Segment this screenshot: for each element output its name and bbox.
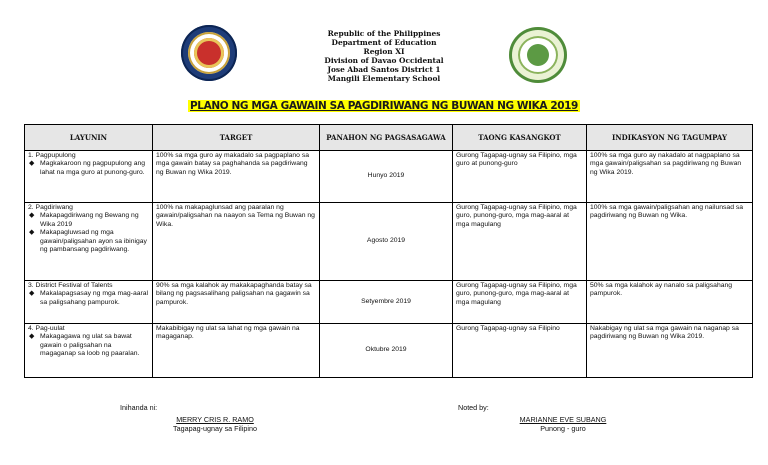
list-item-text: Magkakaroon ng pagpupulong ang lahat na mga guro at punong-guro.: [40, 160, 146, 176]
table-row: [25, 203, 753, 281]
taong-kasangkot-cell: Gurong Tagapag-ugnay sa Filipino, mga guro at punong-guro: [453, 151, 587, 203]
diamond-bullet-icon: ◆: [29, 229, 35, 237]
layunin-cell: [25, 203, 153, 281]
taong-kasangkot-cell: Gurong Tagapag-ugnay sa Filipino, mga guro, punong-guro, mga mag-aaral at mga magulang: [453, 281, 587, 324]
letterhead-line: Department of Education: [331, 38, 437, 47]
diamond-bullet-icon: ◆: [29, 333, 35, 341]
list-item-text: Makagagawa ng ulat sa bawat gawain o paligsahan na magaganap sa loob ng paaralan.: [40, 333, 140, 358]
list-item-text: Makapagdiriwang ng Bewang ng Wika 2019: [40, 212, 139, 228]
column-header-layunin: LAYUNIN: [25, 125, 153, 151]
layunin-heading: 3. District Festival of Talents: [28, 282, 113, 289]
layunin-heading: 2. Pagdiriwang: [28, 204, 73, 211]
taong-kasangkot-cell: Gurong Tagapag-ugnay sa Filipino: [453, 324, 587, 378]
target-cell: 100% sa mga guro ay makadalo sa pagpaplano sa mga gawain batay sa paghahanda sa pagdiriwang ng Buwan ng Wika 2019.: [153, 151, 320, 203]
diamond-bullet-icon: ◆: [29, 212, 35, 220]
layunin-heading: 4. Pag-uulat: [28, 325, 65, 332]
noted-by-name: MARIANNE EVE SUBANG: [519, 415, 607, 424]
prepared-by-block: [120, 403, 280, 433]
layunin-cell: [25, 281, 153, 324]
panahon-cell: Setyembre 2019: [320, 281, 453, 324]
panahon-cell: Oktubre 2019: [320, 324, 453, 378]
letterhead-line: Region XI: [363, 47, 405, 56]
list-item: [28, 333, 149, 358]
letterhead: [0, 29, 768, 83]
letterhead-line: Division of Davao Occidental: [324, 56, 444, 65]
layunin-cell: [25, 151, 153, 203]
panahon-cell: Hunyo 2019: [320, 151, 453, 203]
diamond-bullet-icon: ◆: [29, 160, 35, 168]
letterhead-line: Jose Abad Santos District 1: [327, 65, 441, 74]
list-item: [28, 229, 149, 254]
column-header-indikasyon: INDIKASYON NG TAGUMPAY: [587, 125, 753, 151]
table-header-row: [25, 125, 753, 151]
column-header-panahon: PANAHON NG PAGSASAGAWA: [320, 125, 453, 151]
panahon-cell: Agosto 2019: [320, 203, 453, 281]
layunin-cell: [25, 324, 153, 378]
table-row: [25, 324, 753, 378]
table-row: [25, 151, 753, 203]
indikasyon-cell: 50% sa mga kalahok ay nanalo sa paligsahang pampurok.: [587, 281, 753, 324]
noted-by-role: Punong - guro: [540, 424, 586, 433]
table-row: [25, 281, 753, 324]
column-header-target: TARGET: [153, 125, 320, 151]
document-title-text: PLANO NG MGA GAWAIN SA PAGDIRIWANG NG BUWAN NG WIKA 2019: [190, 100, 578, 112]
target-cell: 90% sa mga kalahok ay makakapaghanda batay sa bilang ng pagsasalihang paligsahan na gagawin sa pampurok.: [153, 281, 320, 324]
prepared-by-label: Inihanda ni:: [120, 403, 158, 412]
document-title: [0, 100, 768, 112]
list-item: [28, 212, 149, 229]
taong-kasangkot-cell: Gurong Tagapag-ugnay sa Filipino, mga guro, punong-guro, mga mag-aaral at mga magulang: [453, 203, 587, 281]
prepared-by-name: MERRY CRIS R. RAMO: [176, 415, 254, 424]
diamond-bullet-icon: ◆: [29, 290, 35, 298]
layunin-heading: 1. Pagpupulong: [28, 152, 76, 159]
indikasyon-cell: 100% sa mga guro ay nakadalo at nagpaplano sa mga gawain/paligsahan sa pagdiriwang ng Buwan ng Wika 2019.: [587, 151, 753, 203]
column-header-taong-kasangkot: TAONG KASANGKOT: [453, 125, 587, 151]
prepared-by-role: Tagapag-ugnay sa Filipino: [173, 424, 257, 433]
letterhead-line: Republic of the Philippines: [327, 29, 441, 38]
list-item-text: Makapagluwsad ng mga gawain/paligsahan ayon sa ibinigay ng pambansang pagdiriwang.: [40, 229, 147, 254]
noted-by-block: [458, 403, 618, 433]
list-item-text: Makalapagsasay ng mga mag-aaral sa paligsahang pampurok.: [40, 290, 149, 306]
indikasyon-cell: Nakabigay ng ulat sa mga gawain na naganap sa pagdiriwang ng Buwan ng Wika 2019.: [587, 324, 753, 378]
list-item: [28, 290, 149, 307]
target-cell: 100% na makapaglunsad ang paaralan ng gawain/paligsahan na naayon sa Tema ng Buwan ng Wika.: [153, 203, 320, 281]
letterhead-line: Mangili Elementary School: [327, 74, 441, 83]
plan-table: [24, 124, 753, 378]
noted-by-label: Noted by:: [458, 403, 489, 412]
list-item: [28, 160, 149, 177]
indikasyon-cell: 100% sa mga gawain/paligsahan ang nailunsad sa pagdiriwang ng Buwan ng Wika.: [587, 203, 753, 281]
target-cell: Makabibigay ng ulat sa lahat ng mga gawain na magaganap.: [153, 324, 320, 378]
